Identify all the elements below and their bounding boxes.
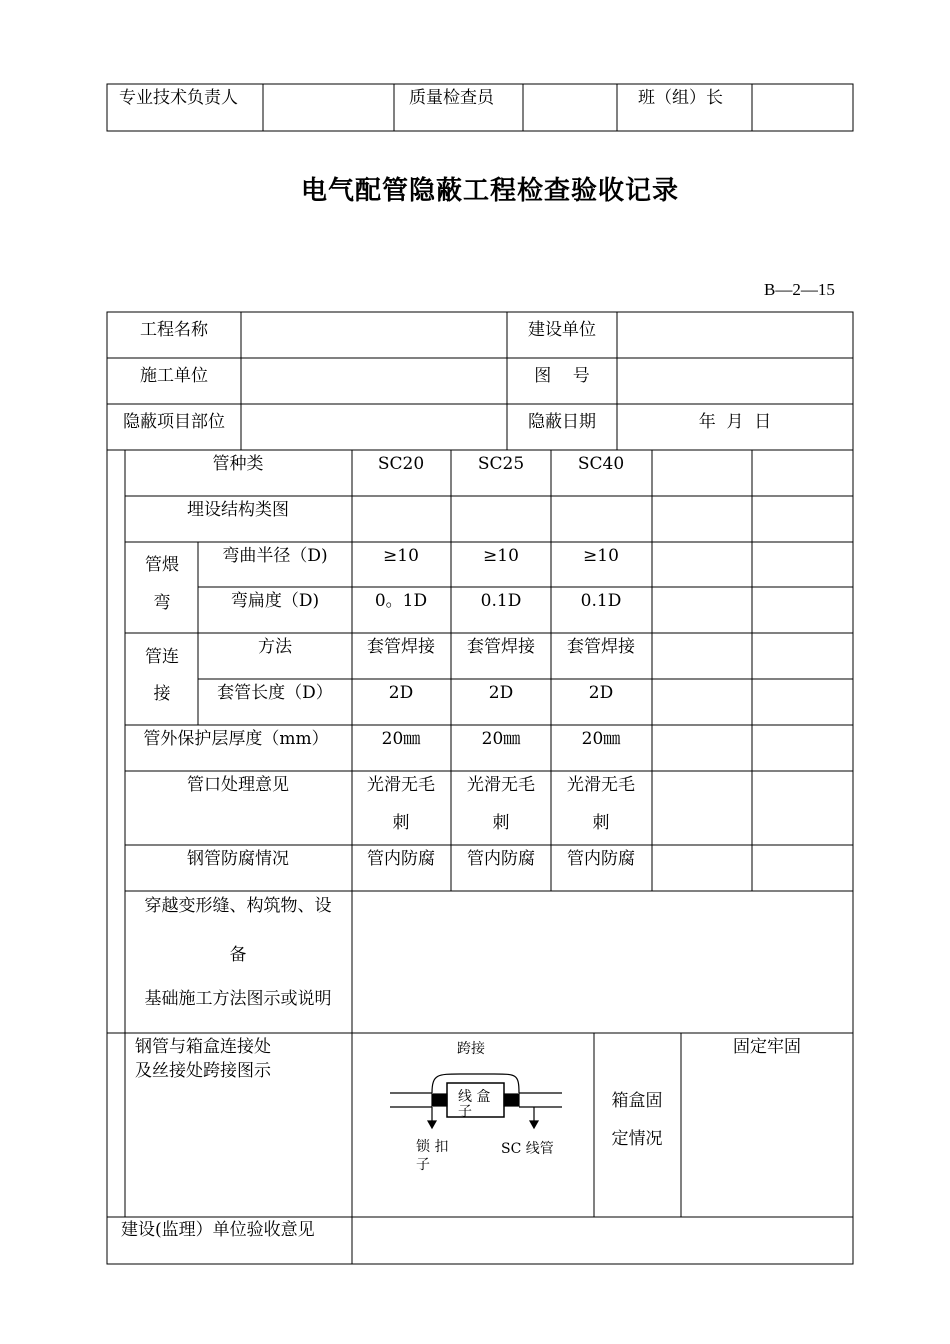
bend-radius-value: ≥10: [483, 546, 519, 566]
bend-flat-value: 0。1D: [374, 591, 428, 611]
sc-pipe-label: SC 线管: [501, 1141, 554, 1157]
box-fix-label: 箱盒固: [611, 1091, 663, 1111]
connect-label-2: 接: [153, 684, 171, 704]
crossing-label-2: 备: [229, 945, 247, 965]
bend-label-2: 弯: [153, 593, 171, 613]
box-fix-value: 固定牢固: [733, 1037, 801, 1057]
anticorrosion-value: 管内防腐: [367, 849, 435, 869]
locknut-label-2: 子: [416, 1157, 430, 1173]
acceptance-label: 建设(监理）单位验收意见: [121, 1220, 315, 1240]
anticorrosion-label: 钢管防腐情况: [187, 849, 289, 869]
pipe-type-sc40: SC40: [577, 454, 625, 474]
pipe-mouth-value: 光滑无毛: [467, 775, 535, 795]
date-value[interactable]: 年 月 日: [698, 412, 772, 432]
page-title: 电气配管隐蔽工程检查验收记录: [300, 176, 680, 206]
crossing-label-3: 基础施工方法图示或说明: [144, 989, 332, 1009]
method-value: 套管焊接: [567, 637, 635, 657]
box-connection-label: 钢管与箱盒连接处: [135, 1037, 271, 1057]
cover-thickness-value: 20㎜: [381, 729, 421, 749]
locknut-label: 锁 扣: [416, 1139, 449, 1155]
junction-box-label: 线 盒: [458, 1089, 491, 1105]
drawing-no-label: 图 号: [534, 366, 590, 386]
method-value: 套管焊接: [467, 637, 535, 657]
sleeve-length-label: 套管长度（D）: [217, 683, 333, 703]
tech-lead-label: 专业技术负责人: [119, 88, 238, 108]
form-code: B—2—15: [764, 280, 835, 299]
pipe-mouth-value-2: 刺: [592, 813, 610, 833]
bend-flat-value: 0.1D: [480, 591, 522, 611]
cover-thickness-label: 管外保护层厚度（mm）: [143, 729, 329, 749]
pipe-mouth-value-2: 刺: [392, 813, 410, 833]
box-connection-label-2: 及丝接处跨接图示: [135, 1061, 271, 1081]
jumper-label: 跨接: [457, 1041, 485, 1057]
bend-radius-value: ≥10: [383, 546, 419, 566]
cover-thickness-value: 20㎜: [481, 729, 521, 749]
sleeve-length-value: 2D: [388, 683, 414, 703]
method-value: 套管焊接: [367, 637, 435, 657]
pipe-type-sc25: SC25: [477, 454, 525, 474]
bend-flat-value: 0.1D: [580, 591, 622, 611]
pipe-mouth-value: 光滑无毛: [367, 775, 435, 795]
anticorrosion-value: 管内防腐: [467, 849, 535, 869]
sleeve-length-value: 2D: [588, 683, 614, 703]
pipe-mouth-value-2: 刺: [492, 813, 510, 833]
contractor-label: 施工单位: [140, 366, 208, 386]
date-label: 隐蔽日期: [528, 412, 596, 432]
pipe-mouth-label: 管口处理意见: [187, 775, 289, 795]
pipe-type-sc20: SC20: [377, 454, 425, 474]
bend-flat-label: 弯扁度（D): [230, 591, 320, 611]
structure-label: 埋设结构类图: [187, 500, 289, 520]
location-label: 隐蔽项目部位: [123, 412, 225, 432]
bend-radius-value: ≥10: [583, 546, 619, 566]
pipe-mouth-value: 光滑无毛: [567, 775, 635, 795]
crossing-label: 穿越变形缝、构筑物、设: [144, 896, 332, 916]
junction-box-label-2: 子: [458, 1104, 472, 1120]
bend-radius-label: 弯曲半径（D): [222, 546, 328, 566]
inspector-label: 质量检查员: [409, 88, 494, 108]
pipe-type-label: 管种类: [212, 454, 264, 474]
cover-thickness-value: 20㎜: [581, 729, 621, 749]
method-label: 方法: [258, 637, 292, 657]
connect-label: 管连: [145, 647, 179, 667]
sleeve-length-value: 2D: [488, 683, 514, 703]
box-fix-label-2: 定情况: [611, 1129, 663, 1149]
owner-label: 建设单位: [528, 320, 596, 340]
anticorrosion-value: 管内防腐: [567, 849, 635, 869]
project-name-label: 工程名称: [140, 320, 208, 340]
bend-label: 管煨: [145, 555, 179, 575]
team-leader-label: 班（组）长: [638, 88, 723, 108]
